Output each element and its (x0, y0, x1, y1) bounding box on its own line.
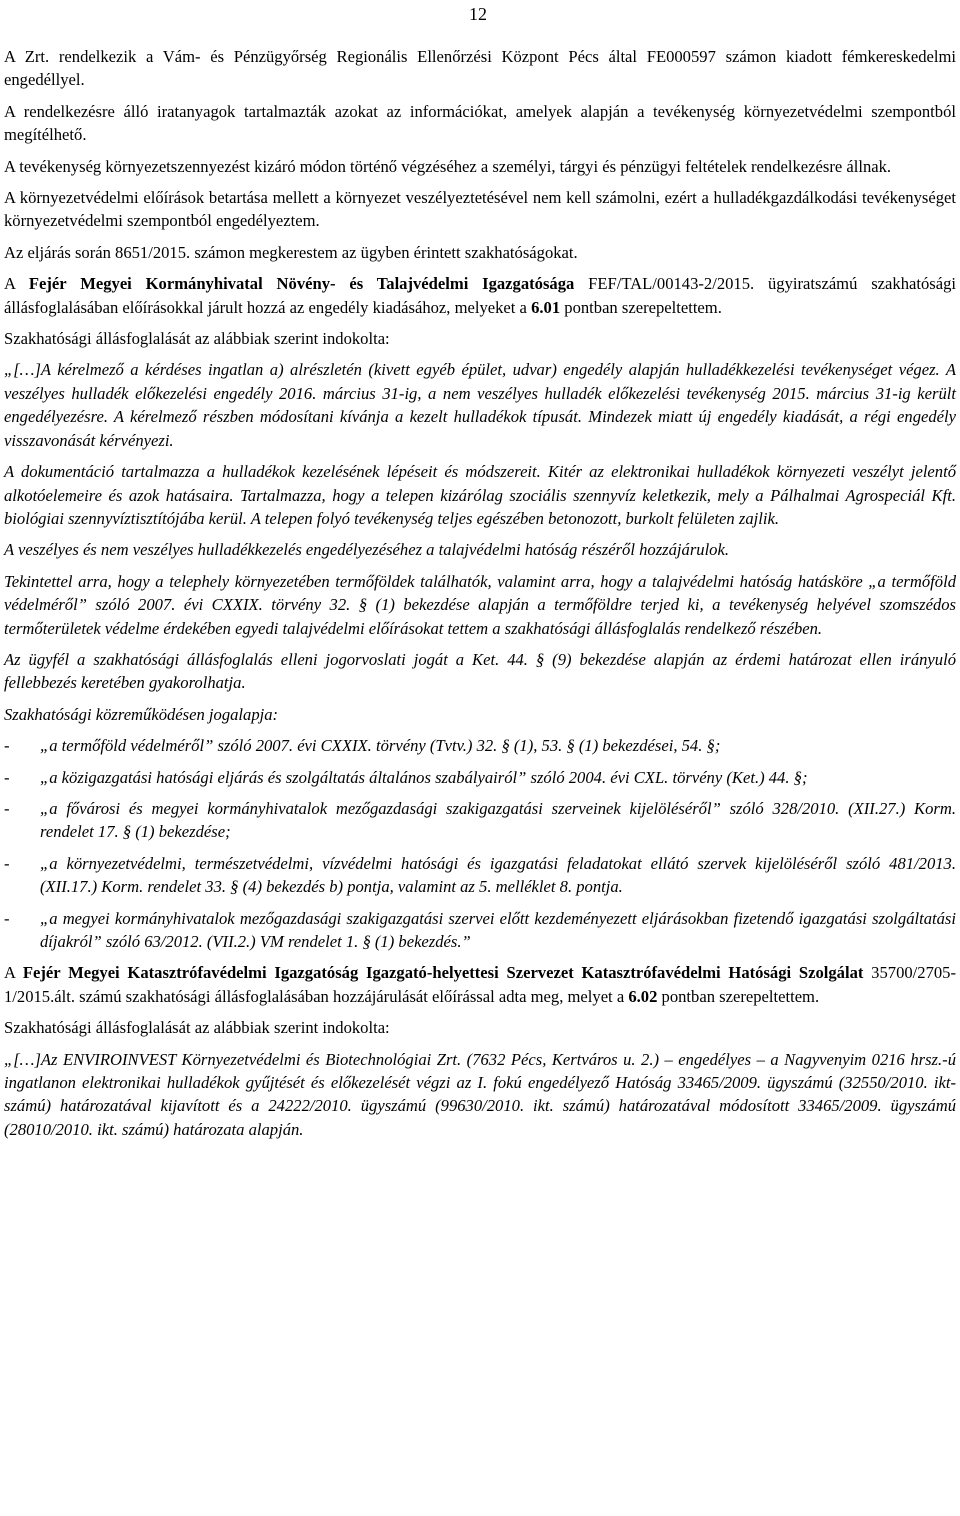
document-body (4, 45, 956, 1149)
text: A (4, 274, 29, 294)
section-ref: 6.01 (531, 297, 561, 317)
legal-basis-list (4, 734, 956, 953)
section-ref: 6.02 (628, 986, 658, 1006)
quote-documentation: A dokumentáció tartalmazza a hulladékok kezelésének lépéseit és módszereit. Kitér az elektronikai hulladékok környezeti veszélyt jelentő alkotóelemeire és azok hatásaira. Tartalmazza, hogy a telepen kizárólag szociális szennyvíz keletkezik, mely a Pálhalmai Agrospeciál Kft. biológiai szennyvíztisztítójába kerül. A telepen folyó tevékenység teljes egészében betonozott, burkolt felületen zajlik. (4, 462, 956, 528)
quote-soil-protection: Tekintettel arra, hogy a telephely környezetében termőföldek találhatók, valamint arra, hogy a talajvédelmi hatóság hatásköre „a termőföld védelméről” szóló 2007. évi CXXIX. törvény 32. § (1) bekezdése alapján a termőföldre terjed ki, a tevékenység helyével szomszédos termőterületek védelme érdekében egyedi talajvédelmi előírásokat tettem a szakhatósági állásfoglalás rendelkező részében. (4, 571, 956, 638)
quote-enviroinvest: „[…]Az ENVIROINVEST Környezetvédelmi és Biotechnológiai Zrt. (7632 Pécs, Kertváros u. 2.) – engedélyes – a Nagyvenyim 0216 hrsz.-ú ingatlanon elektronikai hulladékok gyűjtését és előkezelését végzi az I. fokú engedélyező Hatóság 33465/2009. ügyszámú (32550/2010. ikt-számú) határozatával kijavított és a 24222/2010. ügyszámú (99630/2010. ikt. számú) határozatával módosított 33465/2009. ügyszámú (28010/2010. ikt. számú) határozata alapján. (4, 1049, 956, 1139)
quote-appeal: Az ügyfél a szakhatósági állásfoglalás elleni jogorvoslati jogát a Ket. 44. § (9) bekezdése alapján az érdemi határozat ellen irányuló fellebbezés keretében gyakorolhatja. (4, 649, 956, 693)
list-item: - „a környezetvédelmi, természetvédelmi, vízvédelmi hatósági és igazgatási feladatokat ellátó szervek kijelöléséről szóló 481/2013. (XII.17.) Korm. rendelet 33. § (4) bekezdés b) pontja, valamint az 5. melléklet 8. pontja. (4, 853, 956, 897)
authority-name: Fejér Megyei Kormányhivatal Növény- és Talajvédelmi Igazgatósága (28, 274, 575, 294)
paragraph-procedure: Az eljárás során 8651/2015. számon megkerestem az ügyben érintett szakhatóságokat. (4, 242, 578, 262)
quote-applicant: „[…]A kérelmező a kérdéses ingatlan a) alrészletén (kivett egyéb épület, udvar) engedély alapján hulladékkezelési tevékenységet végez. A veszélyes hulladék előkezelési engedély 2016. március 31-ig, a nem veszélyes hulladék előkezelési tevékenység 2015. március 31-ig került engedélyezésre. A kérelmező részben módosítani kívánja a kezelt hulladékok típusát. Mindezek miatt új engedély kiadását, a régi engedély visszavonását kérvényezi. (4, 360, 956, 450)
list-item: - „a termőföld védelméről” szóló 2007. évi CXXIX. törvény (Tvtv.) 32. § (1), 53. § (1) bekezdései, 54. §; (4, 736, 721, 756)
paragraph-disaster-authority: A Fejér Megyei Katasztrófavédelmi Igazgatóság Igazgató-helyettesi Szervezet Katasztrófavédelmi Hatósági Szolgálat 35700/2705-1/2015.ált. számú szakhatósági állásfoglalásában hozzájárulását előírással adta meg, melyet a 6.02 pontban szerepeltettem. (4, 963, 956, 1006)
paragraph-documents: A rendelkezésre álló iratanyagok tartalmazták azokat az információkat, amelyek alapján a tevékenység környezetvédelmi szempontból megítélhető. (4, 101, 956, 145)
authority-name: Fejér Megyei Katasztrófavédelmi Igazgatóság Igazgató-helyettesi Szervezet Katasztrófavédelmi Hatósági Szolgálat (22, 963, 864, 983)
list-item: - „a fővárosi és megyei kormányhivatalok mezőgazdasági szakigazgatási szerveinek kijelöléséről” szóló 328/2010. (XII.27.) Korm. rendelet 17. § (1) bekezdése; (4, 798, 956, 842)
paragraph-justification-intro-2: Szakhatósági állásfoglalását az alábbiak szerint indokolta: (4, 1018, 390, 1038)
quote-consent: A veszélyes és nem veszélyes hulladékkezelés engedélyezéséhez a talajvédelmi hatóság részéről hozzájárulok. (4, 540, 729, 560)
text: FEF/TAL/00143-2/2015. ügyiratszámú szakhatósági állásfoglalásában előírásokkal járult hozzá az engedély kiadásához, melyeket a (4, 274, 957, 317)
text: pontban szerepeltettem. (560, 297, 722, 317)
paragraph-soil-authority (4, 272, 956, 319)
legal-basis-heading: Szakhatósági közreműködésen jogalapja: (4, 704, 279, 724)
paragraph-justification-intro: Szakhatósági állásfoglalását az alábbiak szerint indokolta: (4, 329, 390, 349)
list-item: - „a megyei kormányhivatalok mezőgazdasági szakigazgatási szervei előtt kezdeményezett eljárásokban fizetendő igazgatási szolgáltatási díjakról” szóló 63/2012. (VII.2.) VM rendelet 1. § (1) bekezdés.” (4, 908, 956, 951)
paragraph-license: A Zrt. rendelkezik a Vám- és Pénzügyőrség Regionális Ellenőrzési Központ Pécs által FE000597 számon kiadott fémkereskedelmi engedéllyel. (4, 47, 956, 90)
page-number: 12 (469, 4, 487, 24)
paragraph-environment: A környezetvédelmi előírások betartása mellett a környezet veszélyeztetésével nem kell számolni, ezért a hulladékgazdálkodási tevékenységet környezetvédelmi szempontból engedélyeztem. (4, 188, 956, 231)
paragraph-conditions: A tevékenység környezetszennyezést kizáró módon történő végzéséhez a személyi, tárgyi és pénzügyi feltételek rendelkezésre állnak. (4, 156, 892, 176)
list-item: - „a közigazgatási hatósági eljárás és szolgáltatás általános szabályairól” szóló 2004. évi CXL. törvény (Ket.) 44. §; (4, 767, 808, 787)
